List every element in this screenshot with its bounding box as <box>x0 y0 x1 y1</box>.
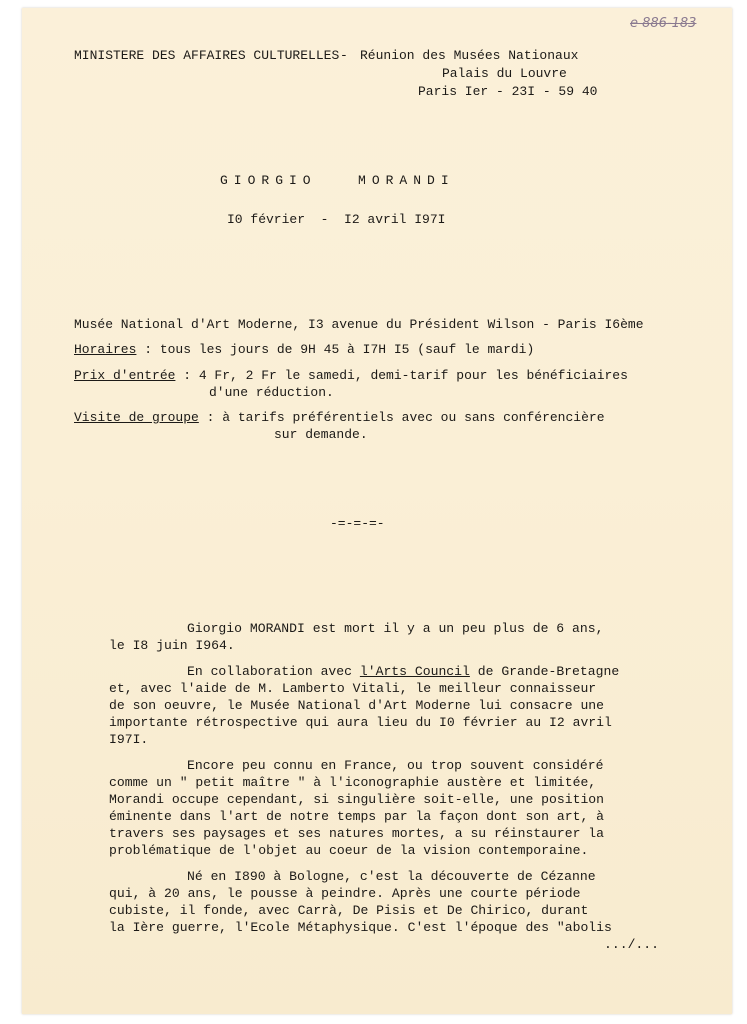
paragraph-1-line-2: le I8 juin I964. <box>109 638 235 653</box>
paragraph-4-line-1: Né en I890 à Bologne, c'est la découverte de Cézanne <box>187 869 596 884</box>
p2-text-b: de Grande-Bretagne <box>469 664 620 679</box>
section-separator: -=-=-=- <box>330 516 385 531</box>
price-value: : 4 Fr, 2 Fr le samedi, demi-tarif pour les bénéficiaires <box>175 368 628 383</box>
exhibition-title: GIORGIO MORANDI <box>220 173 455 188</box>
paragraph-2-line-3: de son oeuvre, le Musée National d'Art Moderne lui consacre une <box>109 698 605 713</box>
price-value-cont: d'une réduction. <box>209 385 334 400</box>
p2-text-a: En collaboration avec <box>187 664 360 679</box>
hours-value: : tous les jours de 9H 45 à I7H I5 (sauf le mardi) <box>136 342 535 357</box>
continued-marker: .../... <box>604 937 660 952</box>
ministry-name: MINISTERE DES AFFAIRES CULTURELLES <box>74 48 340 63</box>
paragraph-3-line-1: Encore peu connu en France, ou trop souvent considéré <box>187 758 604 773</box>
price-row <box>74 368 628 384</box>
phone-line: Paris Ier - 23I - 59 40 <box>418 84 598 99</box>
hours-row <box>74 342 534 358</box>
arts-council-link: l'Arts Council <box>359 664 470 679</box>
paragraph-1-line-1: Giorgio MORANDI est mort il y a un peu plus de 6 ans, <box>187 621 604 636</box>
price-label: Prix d'entrée <box>74 368 176 383</box>
paragraph-3-line-2: comme un " petit maître " à l'iconographie austère et limitée, <box>109 775 597 790</box>
paragraph-3-line-4: éminente dans l'art de notre temps par la façon dont son art, à <box>109 809 605 824</box>
paragraph-4-line-3: cubiste, il fonde, avec Carrà, De Pisis et De Chirico, durant <box>109 903 589 918</box>
paragraph-2-line-2: et, avec l'aide de M. Lamberto Vitali, le meilleur connaisseur <box>109 681 597 696</box>
paragraph-2-line-4: importante rétrospective qui aura lieu du I0 février au I2 avril <box>109 715 612 730</box>
archive-reference: e 886-183 <box>630 16 697 31</box>
document-page <box>22 8 732 1014</box>
exhibition-dates: I0 février - I2 avril I97I <box>227 212 446 227</box>
paragraph-2-line-1 <box>187 664 619 680</box>
paragraph-4-line-2: qui, à 20 ans, le pousse à peindre. Après une courte période <box>109 886 581 901</box>
group-label: Visite de groupe <box>74 410 199 425</box>
group-value: : à tarifs préférentiels avec ou sans conférencière <box>198 410 605 425</box>
museum-address: Musée National d'Art Moderne, I3 avenue du Président Wilson - Paris I6ème <box>74 317 644 332</box>
ministry-separator: - <box>340 48 348 63</box>
group-row <box>74 410 605 426</box>
paragraph-3-line-6: problématique de l'objet au coeur de la vision contemporaine. <box>109 843 589 858</box>
paragraph-3-line-5: travers ses paysages et ses natures mortes, a su réinstaurer la <box>109 826 605 841</box>
reunion-musees: Réunion des Musées Nationaux <box>360 48 579 63</box>
group-value-cont: sur demande. <box>274 427 368 442</box>
paragraph-3-line-3: Morandi occupe cependant, si singulière soit-elle, une position <box>109 792 605 807</box>
paragraph-2-line-5: I97I. <box>109 732 149 747</box>
paragraph-4-line-4: la Ière guerre, l'Ecole Métaphysique. C'est l'époque des "abolis <box>109 920 612 935</box>
hours-label: Horaires <box>74 342 137 357</box>
palais-louvre: Palais du Louvre <box>442 66 567 81</box>
